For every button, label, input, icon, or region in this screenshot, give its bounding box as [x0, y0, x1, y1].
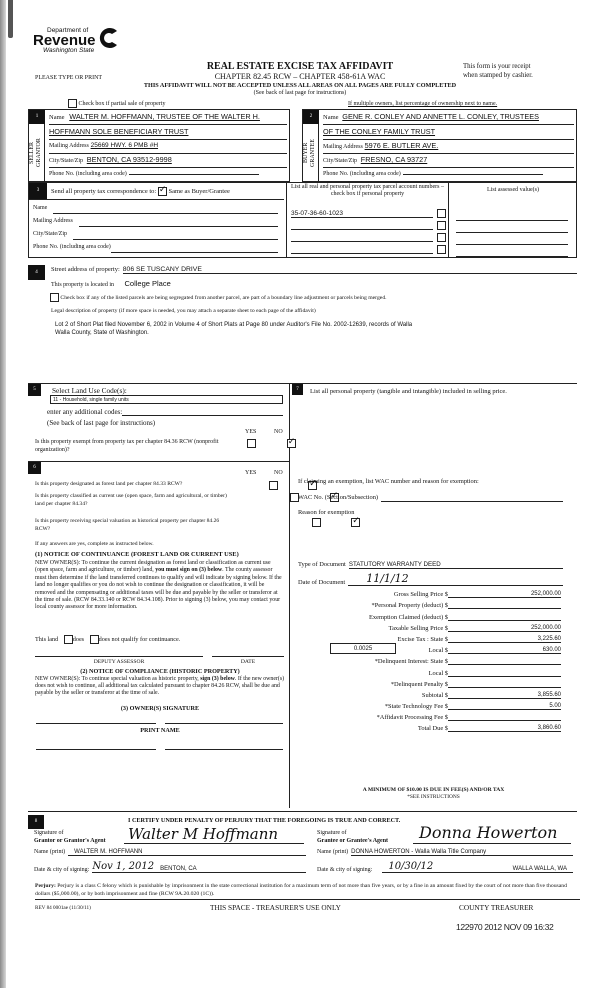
personal-property-checkbox[interactable] [437, 209, 446, 218]
print-name-line-1[interactable] [36, 749, 156, 750]
revision-code: REV 84 0001ae (11/30/11) [35, 905, 91, 911]
grantee-name-label: Name (print) [317, 849, 349, 855]
amount-row-personal: *Personal Property (deduct) $ [290, 598, 566, 609]
section-number-1: 1 [29, 110, 45, 124]
amount-row-total: Total Due $ 3,860.60 [417, 725, 561, 733]
grantee-sign-city[interactable]: WALLA WALLA, WA [512, 866, 567, 872]
grantor-sign-date[interactable]: Nov 1, 2012 [92, 861, 155, 872]
land-use-label: Select Land Use Code(s): [52, 386, 127, 395]
seller-phone-label: Phone No. (including area code) [49, 171, 127, 177]
assessed-value-field[interactable] [456, 245, 568, 257]
doc-type-field[interactable]: STATUTORY WARRANTY DEED [349, 561, 563, 569]
seller-phone[interactable] [129, 174, 259, 175]
print-name-line-2[interactable] [165, 749, 283, 750]
amount-row-subtotal: Subtotal $ 3,855.60 [421, 691, 561, 699]
grantor-sig-label-2: Grantor or Grantor's Agent [34, 838, 106, 844]
logo-line3: Washington State [43, 47, 95, 54]
grantee-name[interactable]: DONNA HOWERTON - Walla Walla Title Company [351, 849, 573, 856]
notice-continuance-text: NEW OWNER(S): To continue the current designation as forest land or classification as current use (open space, farm and agriculture, or timber) land, you must sign on (3) below. The county assessor must then determine if the land transferred continues to qualify and will indicate by signing below. If the land no longer qualifies or you do not wish to continue the designation or classification, it will be removed and the compensating or additional taxes will be due and payable by the seller or transferor at the time of sale. (RCW 84.33.140 or RCW 84.34.108). Prior to signing (3) below, you may contact your local county assessor for more information. [35, 560, 282, 611]
personal-property-checkbox[interactable] [437, 245, 446, 254]
wac-field[interactable] [381, 494, 563, 502]
send-to-label: Send all property tax correspondence to: [51, 187, 157, 195]
treasurer-use-label: THIS SPACE - TREASURER'S USE ONLY [210, 903, 341, 912]
buyer-name-line1[interactable]: GENE R. CONLEY AND ANNETTE L. CONLEY, TRUSTEES [342, 112, 539, 121]
corr-address-field[interactable] [79, 218, 278, 227]
seller-address-label: Mailing Address [49, 143, 89, 149]
parcel-number[interactable] [291, 222, 433, 230]
buyer-name-label: Name [323, 114, 339, 121]
corr-name-field[interactable] [53, 205, 278, 214]
dor-swirl-icon [95, 25, 121, 51]
buyer-phone[interactable] [403, 174, 543, 175]
seller-city[interactable]: BENTON, CA 93512-9998 [86, 155, 172, 164]
does-checkbox[interactable] [64, 635, 73, 644]
perjury-notice: Perjury: Perjury is a class C felony which is punishable by imprisonment in the state correctional institution for a maximum term of not more than five years, or by a fine in an amount fixed by the court of not more than five thousand dollars ($5,000.00), or by both imprisonment and fine (RCW 9A.20.020 (1C)). [35, 883, 580, 900]
buyer-address-label: Mailing Address [323, 144, 363, 150]
section-number-4: 4 [28, 265, 45, 280]
form-subtitle: CHAPTER 82.45 RCW – CHAPTER 458-61A WAC [214, 72, 386, 81]
assessed-value-field[interactable] [456, 221, 568, 233]
partial-sale[interactable] [68, 99, 165, 108]
section-number-8: 8 [28, 815, 44, 829]
parcel-number[interactable] [291, 246, 433, 254]
deputy-assessor-line[interactable] [35, 656, 203, 657]
land-use-select[interactable]: 11 - Household, single family units [50, 395, 283, 404]
corr-address-label: Mailing Address [33, 218, 73, 224]
assessed-value-field[interactable] [456, 209, 568, 221]
reason-label: Reason for exemption [298, 509, 355, 516]
same-as-buyer-checkbox[interactable] [158, 187, 167, 196]
grantee-sig-label-2: Grantee or Grantee's Agent [317, 838, 389, 844]
receipt-note-2: when stamped by cashier. [463, 72, 533, 79]
certify-statement: I CERTIFY UNDER PENALTY OF PERJURY THAT THE FOREGOING IS TRUE AND CORRECT. [128, 817, 401, 824]
section-number-7: 7 [292, 384, 303, 395]
form-title: REAL ESTATE EXCISE TAX AFFIDAVIT [206, 61, 394, 72]
does-label: does [72, 635, 85, 643]
seller-name-label: Name [49, 114, 65, 121]
doc-date-field[interactable]: 11/1/12 [348, 573, 563, 586]
legal-label: Legal description of property (if more space is needed, you may attach a separate sheet to each page of the affidavit) [51, 308, 316, 314]
receipt-note-1: This form is your receipt [463, 63, 531, 70]
corr-city-field[interactable] [73, 231, 278, 240]
legal-line-1: Lot 2 of Short Plat filed November 6, 2002 in Volume 4 of Short Plats at Page 80 under Auditor's File No. 2002-12639, records of Walla [55, 322, 413, 328]
section-sale-details [290, 383, 577, 808]
no-header-5: NO [274, 429, 283, 435]
buyer-address[interactable]: 5976 E. BUTLER AVE. [364, 141, 439, 150]
no-header-6: NO [274, 470, 283, 476]
seller-city-label: City/State/Zip [49, 158, 83, 164]
historic-question: Is this property receiving special valuation as historical property per chapter 84.26 RCW? [35, 518, 220, 532]
local-rate-field[interactable]: 0.0025 [330, 643, 396, 654]
exempt-question: Is this property exempt from property tax per chapter 84.36 RCW (nonprofit organization)? [35, 439, 219, 453]
amount-row-tech-fee: *State Technology Fee $ 5.00 [384, 703, 561, 711]
date-label: DATE [240, 659, 256, 665]
assessor-date-line[interactable] [212, 656, 284, 657]
amount-row-exemption: Exemption Claimed (deduct) $ [290, 609, 566, 620]
this-land-label: This land [35, 635, 59, 643]
amount-row-local-tax: 0.0025 Local $ 630.00 [290, 643, 566, 654]
notice-compliance-text: NEW OWNER(S): To continue special valuation as historic property, sign (3) below. If the new owner(s) does not wish to continue, all additional tax calculated pursuant to chapter 84.26 RCW, shall be due and payable by the seller or transferor at the time of sale. [35, 676, 285, 697]
buyer-city[interactable]: FRESNO, CA 93727 [360, 155, 428, 164]
personal-property-checkbox[interactable] [437, 221, 446, 230]
section-buyer [302, 109, 577, 182]
doc-type-label: Type of Document [298, 561, 346, 568]
amount-row-taxable: Taxable Selling Price $ 252,000.00 [388, 624, 561, 632]
buyer-name-line2[interactable]: OF THE CONLEY FAMILY TRUST [323, 127, 574, 140]
yes-header-6: YES [245, 470, 257, 476]
form-warning: THIS AFFIDAVIT WILL NOT BE ACCEPTED UNLESS ALL AREAS ON ALL PAGES ARE FULLY COMPLETED [143, 82, 457, 89]
grantor-label: GRANTOR [36, 138, 42, 168]
corr-phone-field[interactable] [111, 244, 278, 253]
section-number-6: 6 [28, 462, 41, 474]
section-property [28, 262, 577, 357]
logo-line2: Revenue [33, 32, 96, 49]
section-number-3: 3 [29, 183, 47, 199]
notice-continuance-title: (1) NOTICE OF CONTINUANCE (FOREST LAND OR CURRENT USE) [35, 551, 239, 558]
seller-name-line1[interactable]: WALTER M. HOFFMANN, TRUSTEE OF THE WALTER H. [69, 112, 260, 121]
print-name-label: PRINT NAME [140, 727, 180, 734]
section-land-use [28, 383, 290, 808]
owner-signature-title: (3) OWNER(S) SIGNATURE [120, 705, 200, 712]
does-not-checkbox[interactable] [90, 635, 99, 644]
personal-property-label: List all personal property (tangible and intangible) included in selling price. [310, 388, 507, 395]
seller-address[interactable]: 25669 HWY. 6 PMB #H [90, 142, 159, 149]
yes-header-5: YES [245, 429, 257, 435]
partial-sale-label: Check box if partial sale of property [78, 100, 166, 107]
form-see-back: (See back of last page for instructions) [253, 90, 347, 96]
amount-row-state-tax: Excise Tax : State $ 3,225.60 [397, 635, 561, 643]
scan-edge [0, 0, 6, 988]
treasurer-stamp: 122970 2012 NOV 09 16:32 [456, 922, 554, 932]
parcel-number[interactable]: 35-07-36-60-1023 [291, 210, 433, 218]
amounts-table [290, 587, 566, 732]
located-city[interactable]: College Place [124, 279, 171, 288]
section-seller [28, 109, 290, 182]
amount-row-delinquent-local: Local $ [290, 665, 566, 676]
legal-description[interactable] [55, 321, 555, 337]
grantor-sign-city[interactable]: BENTON, CA [160, 866, 197, 872]
grantee-date-label: Date & city of signing: [317, 867, 373, 873]
exempt-yes-checkbox[interactable] [247, 439, 256, 448]
partial-sale-checkbox[interactable] [68, 99, 77, 108]
assessed-header: List assessed value(s) [487, 187, 539, 193]
parcel-list [291, 206, 446, 254]
forest-question: Is this property designated as forest land per chapter 84.33 RCW? [35, 481, 183, 487]
grantor-sig-label-1: Signature of [34, 830, 64, 836]
scan-mark [8, 0, 13, 38]
current-use-question: Is this property classified as current use (open space, farm and agricultural, or timber) land per chapter 84.34? [35, 493, 227, 507]
amount-row-processing-fee: *Affidavit Processing Fee $ [290, 710, 566, 721]
seller-name-line2[interactable]: HOFFMANN SOLE BENEFICIARY TRUST [49, 127, 287, 140]
grantee-sign-date[interactable]: 10/30/12 [388, 861, 434, 872]
section-certification [28, 811, 577, 877]
owner-signature-line-1[interactable] [36, 723, 156, 724]
grantee-signature[interactable]: Donna Howerton [413, 824, 571, 844]
segregated-label: Check box if any of the listed parcels are being segregated from another parcel, are part of a boundary line adjustment or parcels being merged. [60, 294, 387, 301]
corr-city-label: City/State/Zip [33, 231, 67, 237]
please-print: PLEASE TYPE OR PRINT [35, 75, 103, 81]
buyer-label: BUYER [303, 142, 309, 164]
corr-phone-label: Phone No. (including area code) [33, 244, 111, 250]
seller-label: SELLER [29, 142, 35, 164]
land-use-see-back: (See back of last page for instructions) [47, 419, 156, 427]
section-number-2: 2 [303, 110, 319, 124]
logo-line1: Department of [47, 27, 89, 34]
amount-row-gross: Gross Selling Price $ 252,000.00 [393, 591, 561, 599]
dor-logo [33, 27, 123, 54]
segregated-checkbox[interactable] [50, 293, 59, 302]
assessed-value-field[interactable] [456, 233, 568, 245]
additional-codes-label: enter any additional codes: [47, 408, 123, 416]
grantor-name-label: Name (print) [34, 849, 66, 855]
amount-row-delinquent-state: *Delinquent Interest: State $ [290, 654, 566, 665]
multiple-owners-note: If multiple owners, list percentage of ownership next to name. [348, 101, 498, 107]
located-label: This property is located in [51, 282, 114, 288]
corr-name-label: Name [33, 205, 48, 211]
minimum-note: A MINIMUM OF $10.00 IS DUE IN FEE(S) AND/OR TAX [362, 787, 505, 793]
owner-signature-line-2[interactable] [165, 723, 283, 724]
exemption-label: If claiming an exemption, list WAC number and reason for exemption: [298, 478, 479, 485]
parcel-header: List all real and personal property tax parcel account numbers – check box if personal property [291, 184, 444, 197]
street-address[interactable]: 806 SE TUSCANY DRIVE [123, 266, 577, 274]
buyer-city-label: City/State/Zip [323, 158, 357, 164]
deputy-assessor-label: DEPUTY ASSESSOR [93, 659, 145, 665]
legal-line-2: Walla County, State of Washington. [55, 330, 149, 336]
grantor-date-label: Date & city of signing: [34, 867, 90, 873]
county-treasurer-label: COUNTY TREASURER [459, 903, 534, 912]
grantor-name[interactable]: WALTER M. HOFFMANN [68, 849, 306, 856]
same-as-buyer-label: Same as Buyer/Grantee [168, 187, 230, 195]
personal-property-checkbox[interactable] [437, 233, 446, 242]
section-correspondence [28, 182, 577, 258]
section-number-5: 5 [28, 384, 41, 396]
wac-label: WAC No. (Section/Subsection) [298, 494, 379, 501]
grantee-sig-label-1: Signature of [317, 830, 347, 836]
see-instructions: *SEE INSTRUCTIONS [407, 794, 460, 800]
buyer-phone-label: Phone No. (including area code) [323, 171, 401, 177]
amount-row-penalty: *Delinquent Penalty $ [290, 677, 566, 688]
additional-codes-field[interactable] [122, 408, 283, 416]
grantee-label: GRANTEE [310, 139, 316, 167]
parcel-number[interactable] [291, 234, 433, 242]
doc-date-label: Date of Document [298, 579, 346, 586]
street-label: Street address of property: [51, 266, 120, 273]
notice-compliance-title: (2) NOTICE OF COMPLIANCE (HISTORIC PROPERTY) [80, 668, 240, 675]
forest-yes-checkbox[interactable] [269, 481, 278, 490]
if-yes-instruction: If any answers are yes, complete as instructed below. [35, 541, 154, 547]
grantor-signature[interactable]: Walter M Hoffmann [124, 826, 304, 844]
does-not-label: does not qualify for continuance. [98, 635, 181, 643]
